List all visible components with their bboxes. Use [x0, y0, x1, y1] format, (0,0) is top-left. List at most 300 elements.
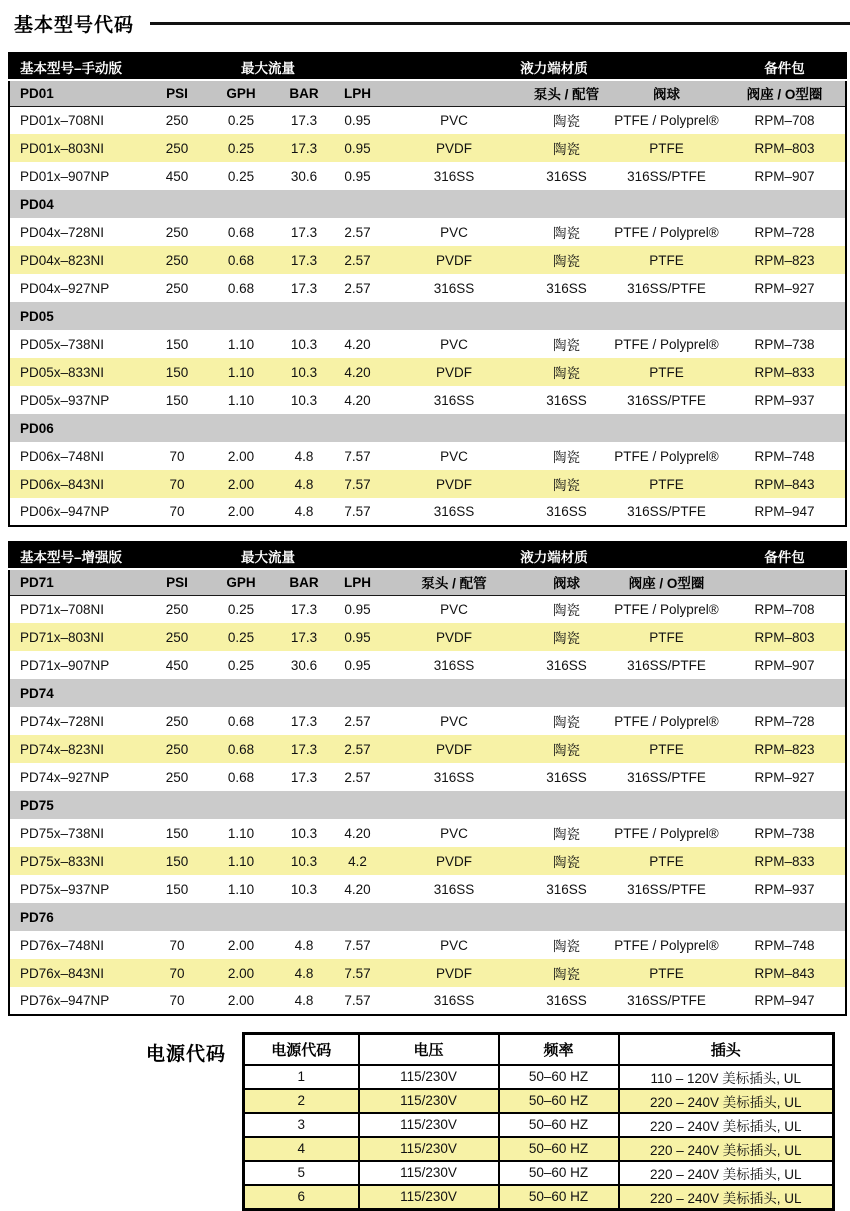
spec-value: PVC — [440, 336, 468, 352]
spec-value: PVDF — [384, 358, 524, 386]
spec-value: 70 — [169, 993, 185, 1008]
spec-value: 0.68 — [227, 713, 255, 729]
column-header-6: 阀球 — [524, 569, 609, 595]
spec-value: 17.3 — [290, 112, 318, 128]
spec-value: PVDF — [384, 246, 524, 274]
spec-value: 0.68 — [205, 735, 277, 763]
column-header-3: BAR — [277, 569, 331, 595]
spec-value: 450 — [165, 168, 189, 184]
spec-value: 70 — [169, 937, 185, 953]
spec-value: RPM–728 — [754, 224, 815, 240]
model-code: PD75x–937NP — [20, 881, 110, 897]
spec-value: 316SS/PTFE — [627, 769, 706, 785]
spec-data-row — [9, 246, 846, 274]
column-header-8: 阀座 / O型圈 — [724, 80, 846, 106]
spec-value: 70 — [169, 448, 185, 464]
spec-value: PTFE — [609, 847, 724, 875]
spec-value: 2.00 — [227, 448, 255, 464]
spec-value: PVC — [440, 713, 468, 729]
model-code: PD74x–927NP — [20, 769, 110, 785]
spec-value: 2.57 — [331, 735, 384, 763]
spec-value: 250 — [165, 280, 189, 296]
band-title: 基本型号–手动版 — [9, 53, 205, 80]
section-band-row — [9, 791, 846, 819]
spec-value: 150 — [165, 825, 189, 841]
spec-value: 1.10 — [227, 881, 255, 897]
column-header-5: 泵头 / 配管 — [384, 569, 524, 595]
model-code: PD05x–833NI — [9, 358, 149, 386]
spec-value: 1.10 — [227, 825, 255, 841]
spec-value: 316SS/PTFE — [627, 280, 706, 296]
model-code: PD76x–947NP — [20, 993, 110, 1008]
model-code: PD01x–803NI — [9, 134, 149, 162]
column-header-0: PD71 — [9, 569, 149, 595]
power-code: 2 — [244, 1089, 359, 1113]
spec-value: 10.3 — [277, 358, 331, 386]
spec-value: 4.20 — [344, 825, 371, 841]
column-header-6: 泵头 / 配管 — [524, 80, 609, 106]
spec-data-row — [9, 595, 846, 623]
spec-data-row — [9, 763, 846, 791]
power-section-title: 电源代码 — [146, 1044, 227, 1065]
spec-value: 4.20 — [344, 881, 371, 897]
power-code: 4 — [244, 1137, 359, 1161]
power-value: 50–60 HZ — [499, 1161, 619, 1185]
spec-data-row — [9, 847, 846, 875]
spec-value: 2.57 — [331, 246, 384, 274]
spec-value: RPM–823 — [724, 246, 846, 274]
spec-value: 陶瓷 — [553, 338, 581, 353]
spec-value: 316SS/PTFE — [627, 881, 706, 897]
model-code: PD04x–927NP — [20, 280, 110, 296]
spec-value: PVDF — [384, 735, 524, 763]
section-label: PD75 — [9, 791, 846, 819]
power-value: 220 – 240V 美标插头, UL — [619, 1113, 834, 1137]
column-header-2: GPH — [205, 80, 277, 106]
section-band-row — [9, 414, 846, 442]
spec-value: 316SS — [433, 993, 475, 1008]
spec-value: PTFE / Polyprel® — [614, 448, 719, 464]
spec-value: 250 — [149, 623, 205, 651]
spec-value: 7.57 — [344, 993, 371, 1008]
band-material-label: 液力端材质 — [384, 542, 724, 569]
model-code: PD74x–728NI — [20, 713, 105, 729]
spec-value: 17.3 — [290, 224, 318, 240]
spec-data-row — [9, 735, 846, 763]
spec-value: PVDF — [384, 470, 524, 498]
spec-value: PVC — [440, 601, 468, 617]
spec-value: 0.68 — [227, 769, 255, 785]
power-value: 50–60 HZ — [499, 1089, 619, 1113]
spec-value: 4.8 — [294, 504, 314, 519]
spec-value: 陶瓷 — [524, 735, 609, 763]
spec-value: 0.25 — [227, 657, 255, 673]
spec-value: RPM–833 — [724, 847, 846, 875]
spec-value: PVDF — [384, 623, 524, 651]
spec-value: 250 — [149, 134, 205, 162]
spec-value: 70 — [149, 470, 205, 498]
spec-value: 17.3 — [277, 134, 331, 162]
model-code: PD04x–823NI — [9, 246, 149, 274]
spec-data-row — [9, 651, 846, 679]
power-value: 115/230V — [359, 1089, 499, 1113]
model-code: PD06x–843NI — [9, 470, 149, 498]
spec-value: 2.00 — [205, 470, 277, 498]
spec-value: 10.3 — [290, 336, 318, 352]
spec-value: 2.00 — [227, 937, 255, 953]
spec-value: 316SS — [433, 392, 475, 408]
spec-value: PTFE / Polyprel® — [614, 224, 719, 240]
spec-value: 316SS — [433, 881, 475, 897]
spec-value: 316SS — [433, 280, 475, 296]
spec-value: 150 — [165, 392, 189, 408]
spec-value: 陶瓷 — [553, 939, 581, 954]
power-data-row — [244, 1065, 834, 1089]
spec-value: 0.25 — [227, 601, 255, 617]
spec-value: PVDF — [384, 847, 524, 875]
model-code: PD01x–907NP — [20, 168, 110, 184]
spec-value: 450 — [165, 657, 189, 673]
spec-value: 316SS — [546, 280, 587, 296]
spec-value: PVC — [440, 825, 468, 841]
spec-value: PVDF — [384, 134, 524, 162]
power-column-header-3: 插头 — [619, 1034, 834, 1065]
power-data-row — [244, 1089, 834, 1113]
spec-value: PTFE — [609, 735, 724, 763]
spec-value: 陶瓷 — [524, 470, 609, 498]
section-label: PD05 — [9, 302, 846, 330]
spec-data-row — [9, 386, 846, 414]
spec-value: 4.20 — [331, 358, 384, 386]
spec-value: 10.3 — [290, 825, 318, 841]
spec-value: RPM–843 — [724, 470, 846, 498]
power-code: 6 — [244, 1185, 359, 1210]
spec-value: 0.95 — [344, 112, 371, 128]
spec-value: PTFE / Polyprel® — [614, 112, 719, 128]
spec-value: 316SS — [546, 392, 587, 408]
spec-value: 10.3 — [277, 847, 331, 875]
spec-value: RPM–937 — [754, 392, 815, 408]
spec-table-manual — [8, 52, 847, 527]
spec-value: 17.3 — [277, 735, 331, 763]
spec-value: 2.00 — [205, 959, 277, 987]
power-value: 110 – 120V 美标插头, UL — [619, 1065, 834, 1089]
spec-value: 陶瓷 — [524, 959, 609, 987]
spec-data-row — [9, 274, 846, 302]
spec-value: 4.8 — [277, 470, 331, 498]
spec-value: 17.3 — [277, 623, 331, 651]
band-material-label: 液力端材质 — [384, 53, 724, 80]
band-flow-label: 最大流量 — [205, 542, 331, 569]
power-data-row — [244, 1161, 834, 1185]
band-flow-label: 最大流量 — [205, 53, 331, 80]
spec-value: 17.3 — [290, 601, 318, 617]
column-header-7: 阀座 / O型圈 — [609, 569, 724, 595]
spec-data-row — [9, 875, 846, 903]
section-band-row — [9, 903, 846, 931]
spec-value: 70 — [149, 959, 205, 987]
band-title: 基本型号–增强版 — [9, 542, 205, 569]
spec-value: 陶瓷 — [524, 246, 609, 274]
power-value: 50–60 HZ — [499, 1185, 619, 1210]
band-kit-label: 备件包 — [724, 542, 846, 569]
spec-value: 316SS — [546, 504, 587, 519]
spec-value: RPM–803 — [724, 134, 846, 162]
spec-data-row — [9, 442, 846, 470]
spec-value: 7.57 — [331, 470, 384, 498]
spec-value: 4.2 — [331, 847, 384, 875]
page-title: 基本型号代码 — [14, 15, 135, 36]
spec-value: 316SS — [433, 657, 475, 673]
spec-data-row — [9, 819, 846, 847]
spec-value: 70 — [169, 504, 185, 519]
spec-value: 316SS — [546, 993, 587, 1008]
spec-value: 0.25 — [205, 623, 277, 651]
spec-value: RPM–728 — [754, 713, 815, 729]
model-code: PD05x–937NP — [20, 392, 110, 408]
spec-value: 1.10 — [205, 847, 277, 875]
spec-value: RPM–907 — [754, 657, 815, 673]
section-label: PD04 — [9, 190, 846, 218]
spec-value: 2.00 — [227, 993, 255, 1008]
spec-subheader-row — [9, 569, 846, 595]
spec-value: PTFE / Polyprel® — [614, 336, 719, 352]
spec-value: 7.57 — [344, 937, 371, 953]
model-code: PD71x–907NP — [20, 657, 110, 673]
power-column-header-1: 电压 — [359, 1034, 499, 1065]
model-code: PD71x–803NI — [9, 623, 149, 651]
spec-value: RPM–927 — [754, 769, 815, 785]
spec-value: 0.25 — [227, 112, 255, 128]
spec-value: 250 — [165, 601, 189, 617]
spec-value: 4.20 — [344, 336, 371, 352]
column-header-8 — [724, 569, 846, 595]
power-column-header-2: 频率 — [499, 1034, 619, 1065]
spec-value: 0.95 — [331, 623, 384, 651]
spec-value: 4.20 — [344, 392, 371, 408]
spec-value: 316SS — [546, 881, 587, 897]
spec-data-row — [9, 987, 846, 1015]
spec-value: 250 — [165, 769, 189, 785]
model-code: PD75x–833NI — [9, 847, 149, 875]
spec-value: 0.68 — [227, 224, 255, 240]
band-kit-label: 备件包 — [724, 53, 846, 80]
power-value: 50–60 HZ — [499, 1113, 619, 1137]
section-band-row — [9, 302, 846, 330]
column-header-2: GPH — [205, 569, 277, 595]
spec-value: 30.6 — [290, 657, 318, 673]
model-code: PD76x–843NI — [9, 959, 149, 987]
page-header — [0, 0, 850, 38]
section-label: PD06 — [9, 414, 846, 442]
spec-value: RPM–843 — [724, 959, 846, 987]
spec-value: 7.57 — [344, 448, 371, 464]
spec-value: PTFE — [609, 959, 724, 987]
spec-data-row — [9, 498, 846, 526]
spec-value: 17.3 — [277, 246, 331, 274]
spec-value: 陶瓷 — [553, 603, 581, 619]
spec-value: PTFE — [609, 246, 724, 274]
spec-value: 250 — [165, 224, 189, 240]
spec-value: PVC — [440, 448, 468, 464]
spec-data-row — [9, 358, 846, 386]
power-value: 220 – 240V 美标插头, UL — [619, 1161, 834, 1185]
power-value: 115/230V — [359, 1185, 499, 1210]
spec-value: 1.10 — [227, 392, 255, 408]
spec-value: 0.68 — [227, 280, 255, 296]
spec-value: 陶瓷 — [553, 114, 581, 130]
spec-value: 17.3 — [290, 713, 318, 729]
section-band-row — [9, 679, 846, 707]
spec-value: PVC — [440, 937, 468, 953]
column-header-4: LPH — [331, 569, 384, 595]
spec-value: RPM–947 — [754, 504, 815, 519]
spec-value: 0.68 — [205, 246, 277, 274]
spec-value: PTFE / Polyprel® — [614, 937, 719, 953]
spec-value: 陶瓷 — [553, 226, 581, 241]
spec-value: PTFE / Polyprel® — [614, 713, 719, 729]
spec-value: 17.3 — [290, 280, 318, 296]
power-value: 220 – 240V 美标插头, UL — [619, 1185, 834, 1210]
spec-data-row — [9, 931, 846, 959]
spec-value: 2.57 — [344, 713, 371, 729]
spec-value: RPM–738 — [754, 825, 815, 841]
column-header-3: BAR — [277, 80, 331, 106]
title-rule-line — [150, 22, 850, 25]
spec-value: RPM–708 — [754, 601, 815, 617]
section-band-row — [9, 190, 846, 218]
spec-value: 陶瓷 — [553, 450, 581, 465]
column-header-1: PSI — [149, 569, 205, 595]
power-value: 220 – 240V 美标插头, UL — [619, 1089, 834, 1113]
model-code: PD75x–738NI — [20, 825, 105, 841]
power-code: 1 — [244, 1065, 359, 1089]
column-header-1: PSI — [149, 80, 205, 106]
spec-value: 316SS/PTFE — [627, 993, 706, 1008]
power-data-row — [244, 1137, 834, 1161]
spec-value: 2.57 — [344, 224, 371, 240]
spec-value: RPM–947 — [754, 993, 815, 1008]
model-code: PD05x–738NI — [20, 336, 105, 352]
spec-data-row — [9, 470, 846, 498]
spec-header-band — [9, 53, 846, 80]
model-code: PD06x–947NP — [20, 504, 110, 519]
spec-value: 150 — [165, 336, 189, 352]
spec-value: 10.3 — [290, 881, 318, 897]
spec-value: 316SS — [546, 769, 587, 785]
spec-value: RPM–803 — [724, 623, 846, 651]
power-value: 115/230V — [359, 1161, 499, 1185]
spec-data-row — [9, 218, 846, 246]
spec-value: 250 — [165, 713, 189, 729]
spec-value: 250 — [149, 246, 205, 274]
spec-value: 30.6 — [290, 168, 318, 184]
spec-data-row — [9, 330, 846, 358]
spec-value: 4.8 — [294, 448, 314, 464]
spec-value: 7.57 — [331, 959, 384, 987]
power-data-row — [244, 1113, 834, 1137]
spec-value: PTFE — [609, 470, 724, 498]
spec-value: PVC — [440, 224, 468, 240]
column-header-4: LPH — [331, 80, 384, 106]
spec-value: RPM–708 — [754, 112, 815, 128]
model-code: PD71x–708NI — [20, 601, 105, 617]
spec-value: RPM–937 — [754, 881, 815, 897]
spec-value: 2.00 — [227, 504, 255, 519]
section-label: PD76 — [9, 903, 846, 931]
band-gap — [331, 542, 384, 569]
spec-value: 0.95 — [344, 168, 371, 184]
spec-table-enhanced — [8, 541, 847, 1016]
spec-value: 316SS/PTFE — [627, 168, 706, 184]
spec-value: 2.57 — [344, 769, 371, 785]
spec-value: 0.25 — [205, 134, 277, 162]
spec-value: 150 — [149, 358, 205, 386]
power-section — [0, 1032, 850, 1211]
spec-value: 250 — [149, 735, 205, 763]
spec-data-row — [9, 106, 846, 134]
spec-value: 1.10 — [227, 336, 255, 352]
spec-header-band — [9, 542, 846, 569]
spec-data-row — [9, 134, 846, 162]
spec-value: 2.57 — [344, 280, 371, 296]
column-header-7: 阀球 — [609, 80, 724, 106]
spec-value: PTFE — [609, 358, 724, 386]
spec-value: 316SS — [433, 769, 475, 785]
power-data-row — [244, 1185, 834, 1210]
spec-value: PTFE — [609, 134, 724, 162]
spec-value: PTFE — [609, 623, 724, 651]
column-header-5 — [384, 80, 524, 106]
spec-value: 316SS — [546, 657, 587, 673]
spec-value: 0.25 — [227, 168, 255, 184]
spec-value: RPM–907 — [754, 168, 815, 184]
spec-data-row — [9, 959, 846, 987]
power-value: 115/230V — [359, 1113, 499, 1137]
spec-value: 316SS — [433, 504, 475, 519]
spec-value: 1.10 — [205, 358, 277, 386]
band-gap — [331, 53, 384, 80]
spec-value: 250 — [165, 112, 189, 128]
column-header-0: PD01 — [9, 80, 149, 106]
spec-value: 0.95 — [344, 601, 371, 617]
power-code: 3 — [244, 1113, 359, 1137]
spec-data-row — [9, 623, 846, 651]
spec-value: 陶瓷 — [553, 715, 581, 730]
spec-value: 陶瓷 — [524, 134, 609, 162]
spec-data-row — [9, 707, 846, 735]
spec-value: 316SS/PTFE — [627, 657, 706, 673]
model-code: PD76x–748NI — [20, 937, 105, 953]
spec-value: 316SS — [546, 168, 587, 184]
spec-value: 陶瓷 — [524, 623, 609, 651]
spec-subheader-row — [9, 80, 846, 106]
spec-value: 0.95 — [331, 134, 384, 162]
spec-value: 150 — [149, 847, 205, 875]
spec-value: 316SS — [433, 168, 475, 184]
spec-value: PVC — [440, 112, 468, 128]
spec-value: PVDF — [384, 959, 524, 987]
model-code: PD06x–748NI — [20, 448, 105, 464]
spec-value: 4.8 — [294, 937, 314, 953]
spec-value: RPM–823 — [724, 735, 846, 763]
power-code-table — [242, 1032, 835, 1211]
power-value: 50–60 HZ — [499, 1065, 619, 1089]
spec-value: 10.3 — [290, 392, 318, 408]
spec-value: 4.8 — [294, 993, 314, 1008]
spec-value: RPM–748 — [754, 448, 815, 464]
spec-value: RPM–738 — [754, 336, 815, 352]
